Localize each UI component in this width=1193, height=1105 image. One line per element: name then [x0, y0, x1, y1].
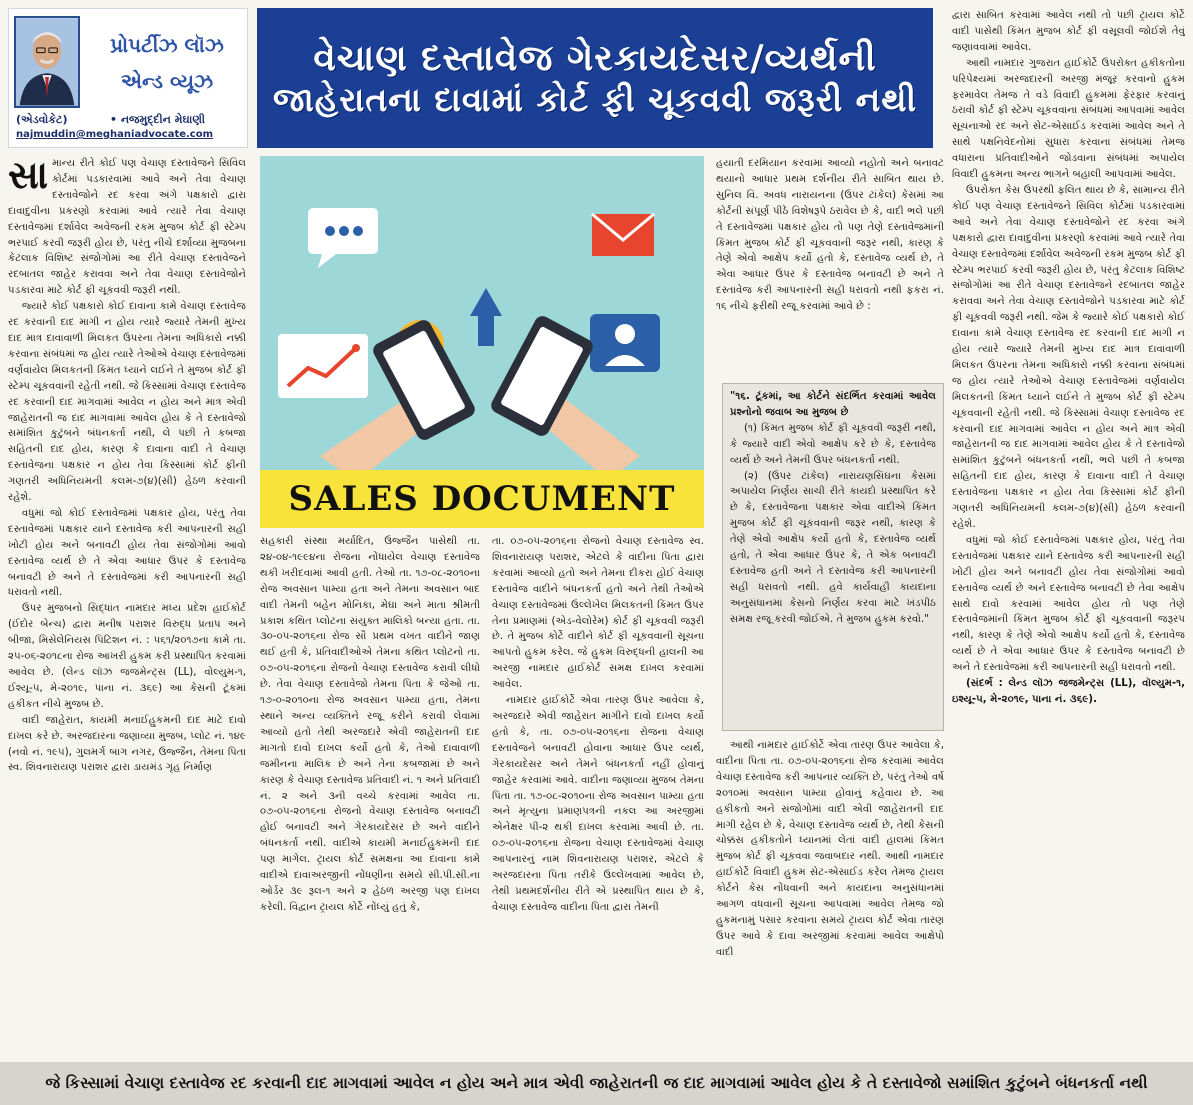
dropcap: સા: [8, 156, 49, 197]
article-paragraph: વાદી જાહેરાત, કાયમી મનાઈહુકમની દાદ માટે દાવો દાખલ કરે છે. અરજદારના જણાવ્યા મુજબ, પ્લોટ નં. ૧૪૯ (નવો નં. ૧૯૫), ગુલમર્ગ બાગ નગર, ઉજ્જૈન, તેમના પિતા સ્વ. શિવનારાયણ પરાશર દ્વારા ડાયમંડ ગૃહ નિર્માણ: [8, 714, 246, 774]
banner-text: SALES DOCUMENT: [288, 479, 676, 519]
article-paragraph: આથી નામદાર ગુજરાત હાઈકોર્ટે ઉપરોક્ત હકીકતોના પરિપેક્ષ્યમાં અરજદારની અરજી મંજૂર કરવાનો હુકમ ફરમાવેલ તેમજ તે વડે વિવાદી હુકમમાં ફેરફાર કરવાનું ઠરાવી કોર્ટ ફી સ્ટેમ્પ ચૂકવવાના સંબંધમાં આપવામાં આવેલ સૂચનાઓ રદ અને સેટ-એસાઈડ કરવામાં આવેલ અને તે સાથે પક્ષનિવેદનોમાં સુધારા કરવાના સંબંધમાં તેમજ વધારાના પ્રતિવાદીઓને જોડવાના સંબંધમાં અપાયેલ વિવાદી હુકમના અન્ય ભાગને બહાલી આપવામાં આવેલ.: [952, 57, 1185, 181]
article-paragraph: વધુમાં જો કોઈ દસ્તાવેજમાં પક્ષકાર હોય, પરંતુ તેવા દસ્તાવેજમાં પક્ષકાર યાને દસ્તાવેજ કરી આપનારની સહી ખોટી હોય અને બનાવટી હોય તેવા સંજોગોમાં આવો દસ્તાવેજ વ્યર્થ છે તે એવા આધાર ઉપર કે દસ્તાવેજ બનાવટી છે અને તે દસ્તાવેજમાં કરી આપનારની સહી ધરાવતો નથી.: [8, 507, 246, 599]
chart-icon: [278, 334, 368, 398]
author-email-link[interactable]: najmuddin@meghaniadvocate.com: [16, 129, 214, 140]
column-title: પ્રોપર્ટીઝ લૉઝ: [110, 33, 224, 57]
user-icon: [590, 314, 660, 372]
article-column-3: [492, 534, 704, 1056]
article-column-4-top: [716, 156, 944, 382]
headline-line-2: જાહેરાતના દાવામાં કોર્ટ ફી ચૂકવવી જરૂરી નથી: [272, 79, 918, 119]
article-column-2: [260, 534, 480, 1056]
article-paragraph: ઉપર મુજબનો સિદ્ધાંત નામદાર મધ્ય પ્રદેશ હાઈકોર્ટ (ઈંદોર બેન્ચ) દ્વારા મનીષ પરાશર વિરુદ્ધ પ્રતાપ અને બીજા, મિસેલેનિયસ પિટિશન નં. : ૫૬૧/૨૦૧૭ના કામે તા. ૨૫-૦૬-૨૦૧૮ના રોજ આખરી હુકમ કરી પ્રસ્થાપિત કરવામાં આવેલ છે. (લેન્ડ લૉઝ જજમેન્ટ્સ (LL), વોલ્યુમ-૧, ઈશ્યૂ-૫, મે-૨૦૧૯, પાના નં. ૩૬૯) આ કેસની ટૂંકમાં હકીકત નીચે મુજબ છે.: [8, 603, 246, 710]
quote-text: [730, 389, 936, 725]
article-paragraph: હયાતી દરમિયાન કરવામાં આવ્યો નહોતો અને બનાવટ થયાનો આધાર પ્રથમ દર્શનીય રીતે સાબિત થાય છે. સુનિલ વિ. અવધ નારાયનના (ઉપર ટાંકેલ) કેસમાં આ કોર્ટની સંપૂર્ણ પીઠે વિશેષરૂપે ઠરાવેલ છે કે, વાદી ભલે પછી તે દસ્તાવેજમાં પક્ષકાર હોય તો પણ તેણે દસ્તાવેજમાંની કિંમત મુજબ કોર્ટ ફી ચૂકવવાની જરૂર નથી, કારણ કે તેણે એવો આક્ષેપ કર્યો હતો કે, દસ્તાવેજ વ્યર્થ છે, તે એવા આધાર ઉપર કે દસ્તાવેજ બનાવટી છે અને તે દસ્તાવેજ કરી આપનારની સહી ધરાવતો નથી ફકરા નં. ૧૬ નીચે ફરીથી રજૂ કરવામાં આવે છે :: [716, 158, 944, 313]
reference-note: (સંદર્ભ : લેન્ડ લૉઝ જજમેન્ટ્સ (LL), વૉલ્યુમ-૧, ઇશ્યૂ-૫, મે-૨૦૧૯, પાના નં. ૩૬૯).: [952, 678, 1185, 705]
article-paragraph: દ્વારા સાબિત કરવામાં આવેલ નથી તો પછી ટ્રાયલ કોર્ટે વાદી પાસેથી કિંમત મુજબ કોર્ટ ફી વસૂલવી જોઈશે તેવું જણાવવામાં આવેલ.: [952, 10, 1185, 53]
article-column-4-bottom: [716, 738, 944, 1056]
article-paragraph: સામાન્ય રીતે કોઈ પણ વેચાણ દસ્તાવેજને સિવિલ કોર્ટમાં પડકારવામાં આવે અને તેવા વેચાણ દસ્તાવેજોને રદ કરવા અંગે પક્ષકારો દ્વારા દાવાદુવીના પ્રકરણો કરવામાં આવે ત્યારે તેવા વેચાણ દસ્તાવેજમાં દર્શાવેલ અવેજની રકમ મુજબ કોર્ટ ફી સ્ટેમ્પ ભરપાઈ કરવી જરૂરી હોય છે, પરંતુ નીચે દર્શાવ્યા મુજબના કેટલાક વિશિષ્ટ સંજોગોમાં આ રીતે વેચાણ દસ્તાવેજને રદબાતલ જાહેર કરાવવા અને તેવા વેચાણ દસ્તાવેજોને પડકારવા માટે કોર્ટ ફી ચૂકવવી જરૂરી નથી.: [8, 156, 246, 297]
author-role: (એડવોકેટ): [16, 113, 68, 126]
article-paragraph: નામદાર હાઈકોર્ટે એવા તારણ ઉપર આવેલા કે, અરજદારે એવી જાહેરાત માગીને દાવો દાખલ કર્યો હતો કે, તા. ૦૭-૦૫-૨૦૧૬ના રોજના વેચાણ દસ્તાવેજને બનાવટી હોવાના આધાર ઉપર વ્યર્થ, ગેરકાયદેસર અને તેમને બંધનકર્તા નહીં હોવાનું જાહેર કરવામાં આવે. વાદીના જણાવ્યા મુજબ તેમના પિતા તા. ૧૭-૦૮-૨૦૧૦ના રોજ અવસાન પામ્યા હતા અને મૃત્યુના પ્રમાણપત્રની નકલ આ અરજીમાં એનેક્ષર પી-૨ થકી દાખલ કરવામાં આવી છે. તા. ૦૭-૦૫-૨૦૧૬ના રોજના વેચાણ દસ્તાવેજમાં વેચાણ આપનારનું નામ શિવનારાયણ પરાશર, એટલે કે અરજદારના પિતા તરીકે ઉલ્લેખવામાં આવેલ છે, તેથી પ્રથમદર્શનીય રીતે એ પ્રસ્થાપિત થાય છે કે, વેચાણ દસ્તાવેજ વાદીના પિતા દ્વારા તેમની: [492, 695, 704, 913]
article-paragraph: વધુમાં જો કોઈ દસ્તાવેજમાં પક્ષકાર હોય, પરંતુ તેવા દસ્તાવેજમાં પક્ષકાર યાને દસ્તાવેજ કરી આપનારની સહી ખોટી હોય અને બનાવટી હોય તેવા સંજોગોમાં આવો દસ્તાવેજ વ્યર્થ છે અને દસ્તાવેજ બનાવટી છે તેવા આક્ષેપ સાથે દાવો કરવામાં આવેલ હોય તો પણ તેણે દસ્તાવેજમાંની કિંમત મુજબ કોર્ટ ફી ચૂકવવાની જરૂરપ નથી, કારણ કે તેણે એવો આક્ષેપ કર્યો હતો કે, દસ્તાવેજ વ્યર્થ છે તે એવા આધાર ઉપર કે દસ્તાવેજ બનાવટી છે અને તે દસ્તાવેજમાં કરી આપનારની સહી ધરાવતો નથી.: [952, 534, 1185, 674]
quote-paragraph: "૧૬. ટૂંકમાં, આ કોર્ટને સંદર્ભિત કરવામાં આવેલ પ્રશ્નોનો જવાબ આ મુજબ છે: [730, 391, 936, 418]
quote-paragraph: (૧) કિંમત મુજબ કોર્ટ ફી ચૂકવવી જરૂરી નથી, કે જ્યારે વાદી એવો આક્ષેપ કરે છે કે, દસ્તાવેજ વ્યર્થ છે અને તેમની ઉપર બંધનકર્તા નથી.: [730, 422, 936, 466]
article-column-1: [8, 156, 246, 1056]
article-paragraph: આથી નામદાર હાઈકોર્ટે એવા તારણ ઉપર આવેલા કે, વાદીના પિતા તા. ૦૭-૦૫-૨૦૧૬ના રોજ કરવામાં આવેલ વેચાણ દસ્તાવેજ કરી આપનાર વ્યક્તિ છે, પરંતુ તેઓ વર્ષ ૨૦૧૦માં અવસાન પામ્યા હોવાનું કહેવાય છે. આ હકીકતો અને સંજોગોમાં વાદી એવી જાહેરાતની દાદ માગી રહેલ છે કે, વેચાણ દસ્તાવેજ વ્યર્થ છે, તેથી કેસની ચોક્કસ હકીકતોને ધ્યાનમાં લેતાં વાદી હાલમાં કિંમત મુજબ કોર્ટ ફી ચૂકવવા જવાબદાર નથી. આથી નામદાર હાઈકોર્ટે વિવાદી હુકમ સેટ-એસાઈડ કરેલ તેમજ ટ્રાયલ કોર્ટને કેસ નોંધવાની અને કાયદાના અનુસંધાનમાં આગળ વધવાની સૂચના આપવામાં આવેલ તેમજ જો હુકમનામું પસાર કરવાના સમયે ટ્રાયલ કોર્ટ એવા તારણ ઉપર આવે કે દાવા અરજીમાં કરવામાં આવેલ આક્ષેપો વાદી: [716, 740, 944, 958]
article-column-5: [952, 8, 1185, 1056]
envelope-icon: [592, 214, 654, 256]
quote-box: [722, 383, 944, 731]
author-portrait-icon: [16, 18, 78, 106]
article-paragraph: ઉપરોક્ત કેસ ઉપરથી ફલિત થાય છે કે, સામાન્ય રીતે કોઈ પણ વેચાણ દસ્તાવેજને સિવિલ કોર્ટમાં પડકારવામાં આવે અને તેવા વેચાણ દસ્તાવેજોને રદ કરવા અંગે પક્ષકારો દ્વારા દાવાદુવીના પ્રકરણો કરવામાં આવે ત્યારે તેવા વેચાણ દસ્તાવેજમાં દર્શાવેલ અવેજની રકમ મુજબ કોર્ટ ફી સ્ટેમ્પ ભરપાઈ કરવી જરૂરી હોય છે, પરંતુ કેટલાક વિશિષ્ટ સંજોગોમાં આ રીતે વેચાણ દસ્તાવેજને રદબાતલ જાહેર કરાવવા અને તેવા વેચાણ દસ્તાવેજોને પડકારવા માટે કોર્ટ ફી ચૂકવવી જરૂરી નથી. જેમ કે જ્યારે કોઈ પક્ષકારો કોઈ દાવાના કામે વેચાણ દસ્તાવેજ રદ કરવાની દાદ માગી ન હોય ત્યારે જ્યારે તેમની મુખ્ય દાદ માત્ર દાવાવાળી મિલકત ઉપરના તેમના અધિકારો નક્કી કરવાના સંબંધમાં જ હોય ત્યારે તેઓએ વેચાણ દસ્તાવેજમાં વર્ણવાયેલ મિલકતની કિંમત ધ્યાને લઈને તે મુજબ કોર્ટ ફી સ્ટેમ્પ ચૂકવવાની રહેતી નથી. જે કિસ્સામાં વેચાણ દસ્તાવેજ રદ કરવાની દાદ માગવામાં આવેલ ન હોય અને માત્ર એવી જાહેરાતની જ દાદ માગવામાં આવેલ હોય કે તે દસ્તાવેજો સમાંશિત કુટુંબને બંધનકર્તા નથી, ભલે પછી તે કબજા સહિતની દાદ હોય, કારણ કે દાવાના વાદી તે વેચાણ દસ્તાવેજના પક્ષકાર ન હોય તેવા કિસ્સામાં કોર્ટ ફીની ગણતરી અધિનિયમની કલમ-૭(૪)(સી) હેઠળ કરવાની રહેશે.: [952, 184, 1185, 530]
article-paragraph: જ્યારે કોઈ પક્ષકારો કોઈ દાવાના કામે વેચાણ દસ્તાવેજ રદ કરવાની દાદ માગી ન હોય ત્યારે જ્યારે તેમની મુખ્ય દાદ માત્ર દાવાવાળી મિલકત ઉપરના તેમના અધિકારો નક્કી કરવાના સંબંધમાં જ હોય ત્યારે તેઓએ વેચાણ દસ્તાવેજમાં વર્ણવાયેલ મિલકતની કિંમત ધ્યાને લઈને તે મુજબ કોર્ટ ફી સ્ટેમ્પ ચૂકવવાની રહેતી નથી. જે કિસ્સામાં વેચાણ દસ્તાવેજ રદ કરવાની દાદ માગવામાં આવેલ ન હોય અને માત્ર એવી જાહેરાતની જ દાદ માગવામાં આવેલ હોય કે તે દસ્તાવેજો સમાંશિત કુટુંબને બંધનકર્તા નથી, લે પછી તે કબજા સહિતની દાદ હોય, કારણ કે દાવાના વાદી તે વેચાણ દસ્તાવેજના પક્ષકાર ન હોય તેવા કિસ્સામાં કોર્ટ ફીની ગણતરી અધિનિયમની કલમ-૭(૪)(સી) હેઠળ કરવાની રહેશે.: [8, 301, 246, 504]
author-photo: [14, 16, 80, 108]
footer-text: જે કિસ્સામાં વેચાણ દસ્તાવેજ રદ કરવાની દાદ માગવામાં આવેલ ન હોય અને માત્ર એવી જાહેરાતની જ દાદ માગવામાં આવેલ હોય કે તે દસ્તાવેજો સમાંશિત કુટુંબને બંધનકર્તા નથી: [45, 1074, 1148, 1092]
headline: [257, 8, 933, 148]
article-paragraph: તા. ૦૭-૦૫-૨૦૧૬ના રોજનો વેચાણ દસ્તાવેજ સ્વ. શિવનારાયણ પરાશર, એટલે કે વાદીના પિતા દ્વારા કરવામાં આવ્યો હતો અને તેમના દીકરા હોઈ વેચાણ દસ્તાવેજ વાદીને બંધનકર્તા હતો અને તેથી તેઓએ વેચાણ દસ્તાવેજમાં ઉલ્લેખેલ મિલકતની કિંમત ઉપર તેના પ્રમાણમાં (એડ-વેલોરેમ) કોર્ટ ફી ચૂકવવી જરૂરી છે. તે મુજબ કોર્ટે વાદીને કોર્ટ ફી ચૂકવવાની સૂચના આપતો હુકમ કરેલ. જે હુકમ વિરુદ્ધની હાલની આ અરજી નામદાર હાઈકોર્ટ સમક્ષ દાખલ કરવામાં આવેલ.: [492, 536, 704, 691]
column-subtitle: એન્ડ વ્યૂઝ: [120, 69, 214, 93]
author-name: • નજમુદ્દીન મેઘાણી: [110, 113, 206, 126]
article-paragraph: સહકારી સંસ્થા મર્યાદિત, ઉજ્જૈન પાસેથી તા. ૨૪-૦૪-૧૯૯૪ના રોજના નોંધાયેલ વેચાણ દસ્તાવેજ થકી ખરીદવામાં આવી હતી. તેઓ તા. ૧૭-૦૮-૨૦૧૦ના રોજ અવસાન પામ્યા હતા અને તેમના અવસાન બાદ વાદી તેમની બહેન મોનિકા, મેઘા અને માતા શ્રીમતી પ્રકાશ કથિત પ્લોટના સંયુક્ત માલિકો બન્યા હતા. તા. ૩૦-૦૫-૨૦૧૬ના રોજ સૌ પ્રથમ વખત વાદીને જાણ થઈ હતી કે, પ્રતિવાદીઓએ તેમના કથિત પ્લોટનો તા. ૦૭-૦૫-૨૦૧૬ના રોજનો વેચાણ દસ્તાવેજ કરાવી લીધો છે. તેવા વેચાણ દસ્તાવેજો તેમના પિતા કે જેઓ તા. ૧૭-૦-૨૦૧૦ના રોજ અવસાન પામ્યા હતા, તેમના સ્થાને અન્ય વ્યક્તિને રજૂ કરીને કરાવી લેવામાં આવ્યો હતો તેથી અરજદારે એવી જાહેરાતની દાદ માગતો દાવો દાખલ કર્યો હતો કે, તેઓ દાવાવાળી જમીનના માલિક છે અને તેના કબજામાં છે અને કારણ કે વેચાણ દસ્તાવેજ પ્રતિવાદી નં. ૧ અને પ્રતિવાદી નં. ૨ અને ૩ની વચ્ચે કરવામાં આવેલ તા. ૦૭-૦૫-૨૦૧૬ના રોજનો વેચાણ દસ્તાવેજ બનાવટી હોઈ બનાવટી અને ગેરકાયદેસર છે અને વાદીને બંધનકર્તા નથી. વાદીએ કાયમી મનાઈહુકમની દાદ પણ માગેલ. ટ્રાયલ કોર્ટ સમક્ષના આ દાવાના કામે વાદીએ દાવાઅરજીની નોંધણીના સમયે સી.પી.સી.ના ઓર્ડર ૩૯ રૂલ-૧ અને ૨ હેઠળ અરજી પણ દાખલ કરેલી. વિદ્વાન ટ્રાયલ કોર્ટે નોંધ્યું હતું કે,: [260, 536, 480, 913]
quote-paragraph: (૨) (ઉપર ટાંકેલ) નારાયણસિંઘના કેસમાં અપાયેલ નિર્ણય સાચી રીતે કાયદો પ્રસ્થાપિત કરે છે કે, દસ્તાવેજના પક્ષકાર એવા વાદીએ કિંમત મુજબ કોર્ટ ફી ચૂકવવાની જરૂર નથી, કારણ કે તેણે એવો આક્ષેપ કર્યો હતો કે, દસ્તાવેજ વ્યર્થ હતો, તે એવા આધાર ઉપર કે, તે એક બનાવટી દસ્તાવેજ હતી અને તે દસ્તાવેજ કરી આપનારની સહી ધરાવતો નથી. હવે કાર્યવાહી કાયદાના અનુસંધાનમાં કેસનો નિર્ણય કરવા માટે ખંડપીઠ સમક્ષ રજૂ કરવી જોઈએ. તે મુજબ હુકમ કરવો.": [730, 470, 936, 625]
speech-bubble-icon: [308, 208, 378, 268]
footer-pull-quote: [0, 1062, 1193, 1105]
sales-document-banner: [260, 470, 704, 528]
headline-line-1: વેચાણ દસ્તાવેજ ગેરકાયદેસર/વ્યર્થની: [313, 37, 877, 79]
